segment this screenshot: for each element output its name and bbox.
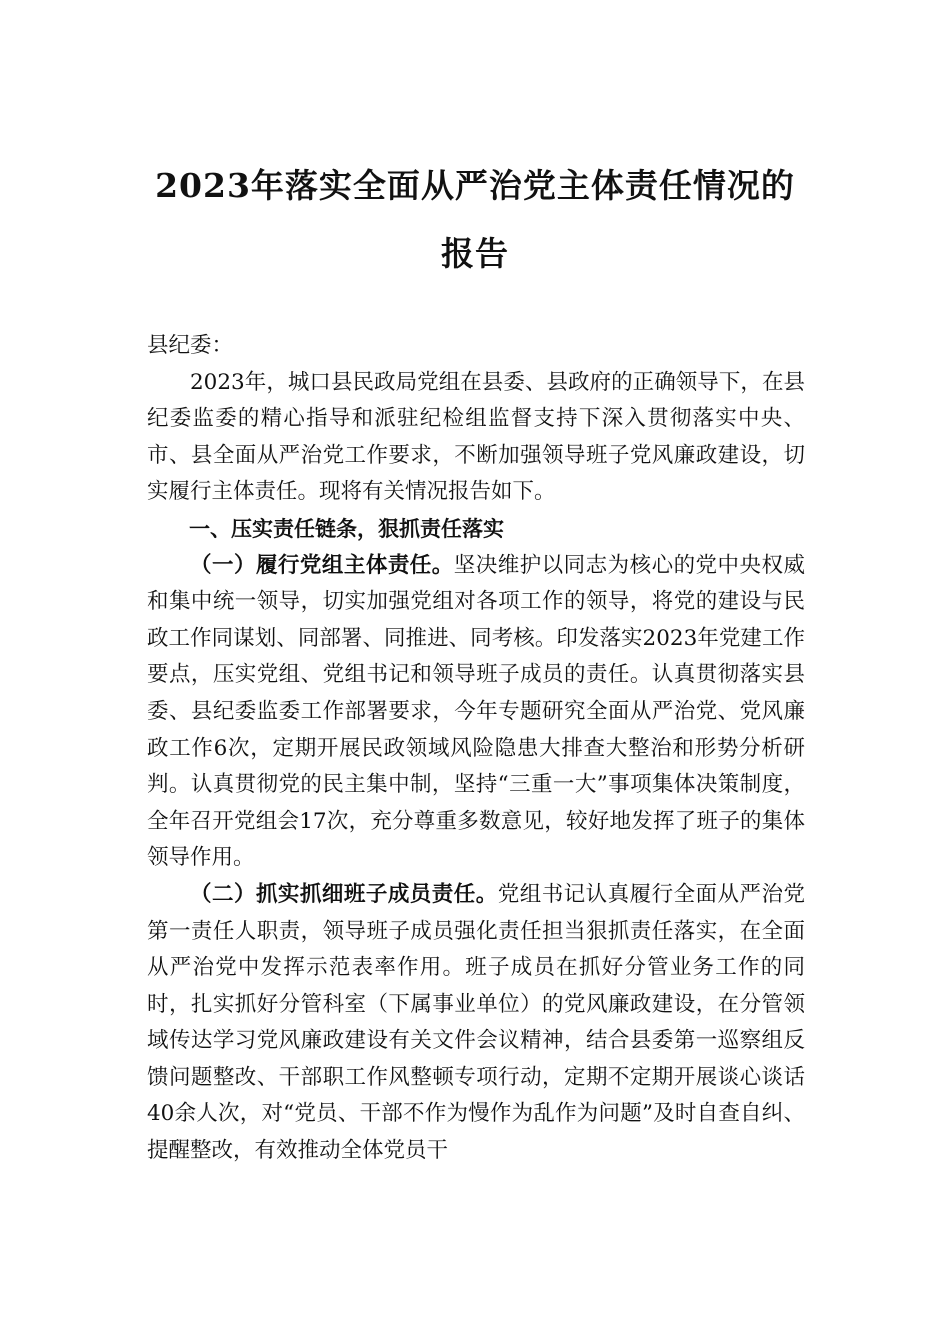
document-title-line-1: 2023年落实全面从严治党主体责任情况的 bbox=[155, 166, 795, 205]
paragraph-1-lead: （一）履行党组主体责任。 bbox=[190, 552, 454, 578]
paragraph-1-body: 坚决维护以同志为核心的党中央权威和集中统一领导，切实加强党组对各项工作的领导，将党的建设与民政工作同谋划、同部署、同推进、同考核。印发落实2023年党建工作要点，压实党组、党组书记和领导班子成员的责任。认真贯彻落实县委、县纪委监委工作部署要求，今年专题研究全面从严治党、党风廉政工作6次，定期开展民政领域风险隐患大排查大整治和形势分析研判。认真贯彻党的民主集中制，坚持“三重一大”事项集体决策制度，全年召开党组会17次，充分尊重多数意见，较好地发挥了班子的集体领导作用。 bbox=[147, 552, 805, 871]
document-title-line-2: 报告 bbox=[441, 234, 509, 273]
document-body bbox=[147, 328, 805, 1170]
paragraph-1 bbox=[147, 548, 805, 877]
paragraph-2 bbox=[147, 877, 805, 1170]
salutation: 县纪委： bbox=[147, 333, 234, 358]
paragraph-2-lead: （二）抓实抓细班子成员责任。 bbox=[190, 881, 498, 907]
paragraph-2-body: 党组书记认真履行全面从严治党第一责任人职责，领导班子成员强化责任担当狠抓责任落实，在全面从严治党中发挥示范表率作用。班子成员在抓好分管业务工作的同时，扎实抓好分管科室（下属事业单位）的党风廉政建设，在分管领域传达学习党风廉政建设有关文件会议精神，结合县委第一巡察组反馈问题整改、干部职工作风整顿专项行动，定期不定期开展谈心谈话40余人次，对“党员、干部不作为慢作为乱作为问题”及时自查自纠、提醒整改，有效推动全体党员干 bbox=[147, 881, 805, 1164]
section-heading-1: 一、压实责任链条，狠抓责任落实 bbox=[189, 516, 504, 541]
intro-paragraph: 2023年，城口县民政局党组在县委、县政府的正确领导下，在县纪委监委的精心指导和派驻纪检组监督支持下深入贯彻落实中央、市、县全面从严治党工作要求，不断加强领导班子党风廉政建设，切实履行主体责任。现将有关情况报告如下。 bbox=[147, 369, 805, 505]
